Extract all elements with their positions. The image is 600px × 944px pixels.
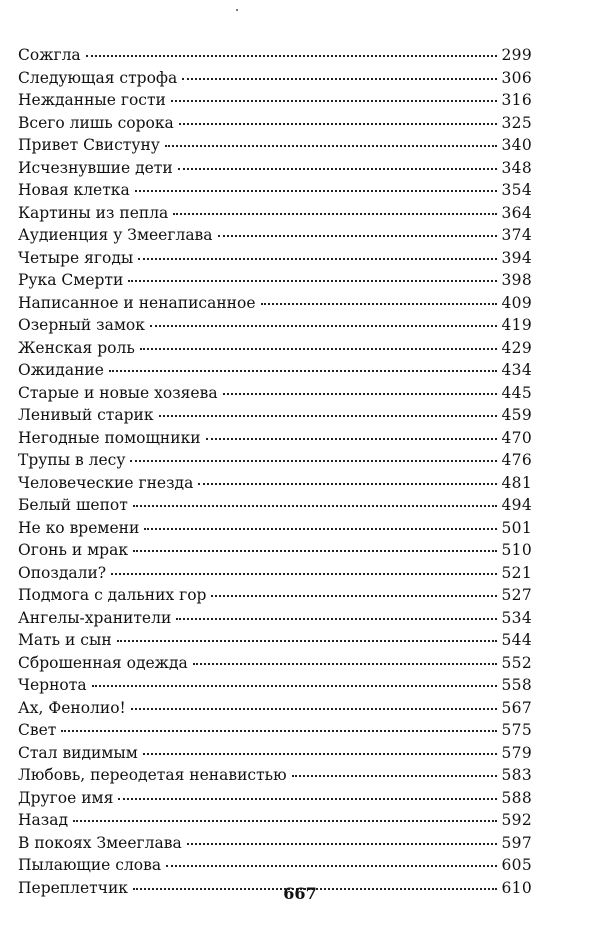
toc-entry-title: Сброшенная одежда <box>18 653 188 672</box>
toc-entry <box>18 742 532 765</box>
toc-entry <box>18 224 532 247</box>
toc-entry-page: 325 <box>501 113 532 132</box>
toc-entry-title: Любовь, переодетая ненавистью <box>18 766 287 784</box>
toc-entry-page: 583 <box>501 766 532 784</box>
toc-entry <box>18 44 532 67</box>
toc-entry-title: Опоздали? <box>18 563 107 582</box>
toc-entry-title: Подмога с дальних гор <box>18 586 207 604</box>
toc-entry-title: Огонь и мрак <box>18 541 129 559</box>
toc-entry-page: 470 <box>501 428 532 447</box>
dot-leader <box>193 662 497 665</box>
toc-entry-page: 306 <box>501 68 532 87</box>
toc-entry-title: Не ко времени <box>18 518 140 537</box>
toc-entry <box>18 382 532 405</box>
toc-entry-page: 394 <box>501 248 532 267</box>
toc-entry <box>18 427 532 450</box>
dot-leader <box>165 144 497 147</box>
toc-entry <box>18 809 532 832</box>
toc-entry-title: Привет Свистуну <box>18 136 160 154</box>
dot-leader <box>261 302 497 305</box>
toc-entry-title: Мать и сын <box>18 631 112 649</box>
toc-entry-page: 592 <box>501 811 532 829</box>
toc-entry <box>18 179 532 202</box>
toc-entry-title: Сожгла <box>18 46 81 64</box>
print-speck <box>236 9 238 11</box>
toc-entry <box>18 719 532 742</box>
toc-entry <box>18 404 532 427</box>
toc-entry <box>18 449 532 472</box>
toc-entry-page: 299 <box>501 46 532 64</box>
toc-entry-title: Назад <box>18 811 68 829</box>
toc-entry <box>18 562 532 585</box>
toc-entry-page: 429 <box>501 338 532 357</box>
toc-entry-page: 494 <box>501 496 532 514</box>
toc-entry-title: Ожидание <box>18 361 104 379</box>
toc-entry <box>18 584 532 607</box>
dot-leader <box>140 347 497 350</box>
dot-leader <box>187 842 497 845</box>
toc-entry-title: Женская роль <box>18 338 135 357</box>
dot-leader <box>73 819 497 822</box>
toc-entry <box>18 472 532 495</box>
toc-entry-title: Озерный замок <box>18 316 145 334</box>
toc-entry-page: 434 <box>501 361 532 379</box>
toc-entry <box>18 539 532 562</box>
toc-entry-title: Картины из пепла <box>18 203 169 222</box>
toc-entry-page: 340 <box>501 136 532 154</box>
table-of-contents <box>18 44 532 899</box>
toc-entry-title: Пылающие слова <box>18 856 162 874</box>
toc-entry-page: 588 <box>501 788 532 807</box>
dot-leader <box>135 189 497 192</box>
toc-entry-title: Другое имя <box>18 788 114 807</box>
toc-entry-page: 521 <box>501 563 532 582</box>
toc-entry <box>18 359 532 382</box>
toc-entry-title: Исчезнувшие дети <box>18 158 173 177</box>
dot-leader <box>138 257 496 260</box>
dot-leader <box>171 99 497 102</box>
dot-leader <box>128 279 496 282</box>
toc-entry-title: Человеческие гнезда <box>18 473 194 492</box>
toc-entry-title: Негодные помощники <box>18 428 201 447</box>
dot-leader <box>166 864 496 867</box>
toc-entry <box>18 674 532 697</box>
toc-entry <box>18 337 532 360</box>
dot-leader <box>130 459 496 462</box>
page-number: 667 <box>283 884 317 903</box>
toc-entry-title: Четыре ягоды <box>18 248 134 267</box>
toc-entry-page: 364 <box>501 203 532 222</box>
toc-entry-title: Написанное и ненаписанное <box>18 293 256 312</box>
toc-entry <box>18 292 532 315</box>
toc-entry-page: 476 <box>501 451 532 469</box>
toc-entry-title: Всего лишь сорока <box>18 113 174 132</box>
toc-entry <box>18 314 532 337</box>
dot-leader <box>143 752 497 755</box>
dot-leader <box>144 527 496 530</box>
toc-entry-page: 409 <box>501 293 532 312</box>
toc-entry <box>18 832 532 855</box>
toc-entry <box>18 787 532 810</box>
toc-entry-page: 398 <box>501 271 532 289</box>
toc-entry-page: 481 <box>501 473 532 492</box>
toc-entry <box>18 652 532 675</box>
toc-entry-page: 459 <box>501 406 532 424</box>
toc-entry-page: 534 <box>501 608 532 627</box>
toc-entry <box>18 157 532 180</box>
toc-entry-title: Следующая строфа <box>18 68 178 87</box>
dot-leader <box>118 797 496 800</box>
dot-leader <box>211 594 496 597</box>
toc-entry <box>18 269 532 292</box>
toc-entry-page: 527 <box>501 586 532 604</box>
toc-entry-page: 316 <box>501 91 532 109</box>
dot-leader <box>117 639 497 642</box>
toc-entry <box>18 112 532 135</box>
dot-leader <box>218 234 497 237</box>
toc-entry <box>18 517 532 540</box>
toc-entry <box>18 67 532 90</box>
dot-leader <box>179 122 497 125</box>
toc-entry-title: Рука Смерти <box>18 271 124 289</box>
toc-entry-title: Ангелы-хранители <box>18 608 172 627</box>
toc-entry-page: 374 <box>501 226 532 244</box>
dot-leader <box>173 212 496 215</box>
toc-entry-title: Ах, Фенолио! <box>18 698 126 717</box>
toc-entry-page: 419 <box>501 316 532 334</box>
toc-entry-page: 605 <box>501 856 532 874</box>
toc-entry-title: Переплетчик <box>18 878 128 897</box>
toc-entry <box>18 494 532 517</box>
dot-leader <box>223 392 497 395</box>
toc-entry-title: Белый шепот <box>18 496 128 514</box>
toc-entry <box>18 697 532 720</box>
toc-entry <box>18 607 532 630</box>
toc-entry <box>18 764 532 787</box>
toc-entry-page: 552 <box>501 653 532 672</box>
toc-entry-title: Свет <box>18 721 57 739</box>
toc-entry-page: 501 <box>501 518 532 537</box>
toc-entry-page: 579 <box>501 743 532 762</box>
toc-entry-page: 610 <box>501 878 532 897</box>
toc-entry <box>18 854 532 877</box>
toc-entry-title: Нежданные гости <box>18 91 166 109</box>
toc-entry-page: 445 <box>501 383 532 402</box>
toc-entry <box>18 629 532 652</box>
dot-leader <box>109 369 497 372</box>
toc-entry-title: Стал видимым <box>18 743 138 762</box>
dot-leader <box>131 707 497 710</box>
dot-leader <box>133 504 497 507</box>
dot-leader <box>133 549 496 552</box>
dot-leader <box>182 77 496 80</box>
toc-entry-page: 354 <box>501 181 532 199</box>
toc-entry-page: 558 <box>501 676 532 694</box>
toc-entry <box>18 134 532 157</box>
dot-leader <box>111 572 496 575</box>
dot-leader <box>159 414 497 417</box>
toc-entry-page: 348 <box>501 158 532 177</box>
toc-entry-title: Ленивый старик <box>18 406 154 424</box>
toc-entry-title: Чернота <box>18 676 87 694</box>
toc-entry <box>18 247 532 270</box>
toc-entry <box>18 202 532 225</box>
dot-leader <box>92 684 497 687</box>
dot-leader <box>86 54 497 57</box>
toc-entry-title: Трупы в лесу <box>18 451 126 469</box>
toc-entry-title: Аудиенция у Змееглава <box>18 226 213 244</box>
toc-entry-title: Старые и новые хозяева <box>18 383 218 402</box>
toc-entry-title: Новая клетка <box>18 181 130 199</box>
dot-leader <box>178 167 497 170</box>
dot-leader <box>150 324 497 327</box>
toc-entry-title: В покоях Змееглава <box>18 833 182 852</box>
toc-entry-page: 597 <box>501 833 532 852</box>
dot-leader <box>176 617 496 620</box>
toc-entry-page: 575 <box>501 721 532 739</box>
toc-entry-page: 544 <box>501 631 532 649</box>
toc-entry-page: 510 <box>501 541 532 559</box>
dot-leader <box>198 482 496 485</box>
dot-leader <box>61 729 496 732</box>
dot-leader <box>206 437 497 440</box>
toc-entry-page: 567 <box>501 698 532 717</box>
dot-leader <box>292 774 497 777</box>
toc-entry <box>18 89 532 112</box>
